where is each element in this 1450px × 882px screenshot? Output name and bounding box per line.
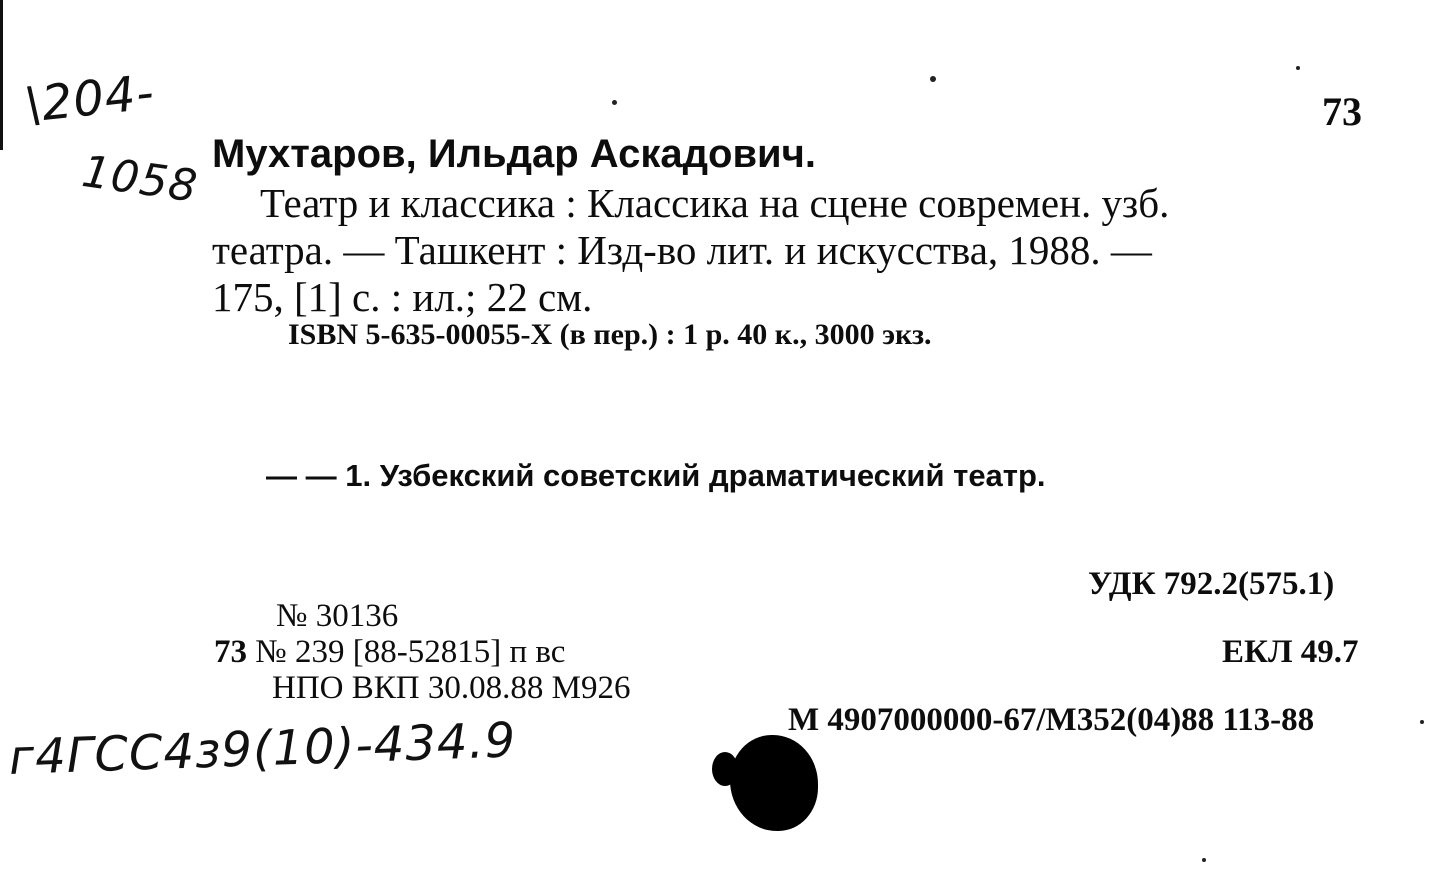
registration-line-3: НПО ВКП 30.08.88 М926: [272, 670, 631, 706]
handwritten-call-number-line2: 1058: [78, 146, 201, 213]
handwritten-bottom-code: г4ГСС4з9(10)-434.9: [8, 712, 518, 786]
registration-number: № 30136: [276, 598, 399, 634]
ekl-classification: ЕКЛ 49.7: [1222, 634, 1359, 670]
speck: [1202, 858, 1206, 862]
speck: [1420, 720, 1424, 724]
ink-blot: [730, 735, 818, 831]
m-code: М 4907000000-67/М352(04)88 113-88: [788, 702, 1315, 738]
description-line-1: Театр и классика : Классика на сцене современ. узб.: [260, 180, 1170, 226]
bibliographic-description: [212, 180, 1372, 321]
card-left-border: [0, 0, 3, 150]
isbn-line: ISBN 5-635-00055-X (в пер.) : 1 р. 40 к., 3000 экз.: [288, 318, 932, 351]
speck: [1296, 66, 1300, 70]
description-line-2: театра. — Ташкент : Изд-во лит. и искусства, 1988. —: [212, 227, 1152, 273]
page-number: 73: [1322, 89, 1362, 134]
registration-prefix: 73: [214, 634, 247, 670]
subject-heading: — — 1. Узбекский советский драматический театр.: [266, 458, 1046, 493]
speck: [930, 76, 936, 82]
author-heading: Мухтаров, Ильдар Аскадович.: [212, 132, 816, 176]
handwritten-call-number-line1: \204-: [22, 64, 158, 134]
registration-line-2: 73 № 239 [88-52815] п вс: [214, 634, 566, 670]
speck: [612, 100, 617, 105]
description-line-3: 175, [1] с. : ил.; 22 см.: [212, 274, 593, 320]
udk-classification: УДК 792.2(575.1): [1088, 566, 1335, 602]
